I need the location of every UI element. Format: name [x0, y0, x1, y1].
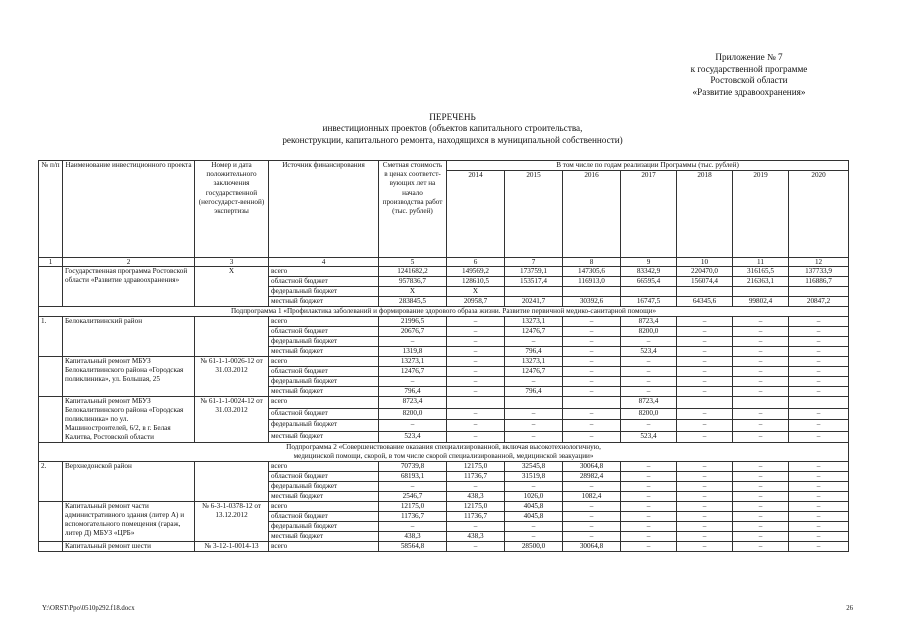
value-cell: 283845,5: [379, 297, 447, 307]
value-cell: –: [563, 317, 621, 327]
value-cell: –: [789, 522, 849, 532]
value-cell: –: [379, 482, 447, 492]
value-cell: –: [789, 431, 849, 443]
funding-source: федеральный бюджет: [269, 377, 379, 387]
header-year: 2016: [563, 171, 621, 258]
value-cell: [789, 287, 849, 297]
value-cell: [447, 397, 505, 409]
value-cell: –: [621, 367, 677, 377]
value-cell: –: [379, 522, 447, 532]
value-cell: –: [563, 502, 621, 512]
column-number: 6: [447, 258, 505, 267]
value-cell: –: [677, 472, 733, 482]
value-cell: –: [563, 431, 621, 443]
value-cell: –: [677, 387, 733, 397]
value-cell: –: [447, 347, 505, 357]
value-cell: –: [563, 327, 621, 337]
funding-source: всего: [269, 462, 379, 472]
value-cell: –: [677, 337, 733, 347]
funding-source: местный бюджет: [269, 492, 379, 502]
value-cell: –: [789, 472, 849, 482]
value-cell: 11736,7: [447, 512, 505, 522]
column-number: 2: [63, 258, 195, 267]
title-line: реконструкции, капитального ремонта, находящихся в муниципальной собственности): [282, 134, 623, 145]
row-number: [39, 357, 63, 397]
value-cell: 11736,7: [447, 472, 505, 482]
value-cell: 16747,5: [621, 297, 677, 307]
value-cell: –: [563, 420, 621, 432]
row-number: [39, 502, 63, 542]
value-cell: 957836,7: [379, 277, 447, 287]
value-cell: –: [789, 542, 849, 552]
value-cell: –: [789, 502, 849, 512]
funding-source: федеральный бюджет: [269, 522, 379, 532]
value-cell: –: [733, 522, 789, 532]
value-cell: 12476,7: [505, 367, 563, 377]
column-number-row: [39, 258, 849, 267]
value-cell: 153517,4: [505, 277, 563, 287]
value-cell: 1241682,2: [379, 267, 447, 277]
value-cell: –: [789, 512, 849, 522]
header-year: 2017: [621, 171, 677, 258]
value-cell: –: [789, 387, 849, 397]
value-cell: [563, 287, 621, 297]
column-number: 7: [505, 258, 563, 267]
value-cell: 523,4: [621, 431, 677, 443]
value-cell: 13273,1: [379, 357, 447, 367]
funding-source: всего: [269, 542, 379, 552]
value-cell: 11736,7: [379, 512, 447, 522]
value-cell: –: [621, 377, 677, 387]
value-cell: 438,3: [447, 532, 505, 542]
table-row: [39, 357, 849, 367]
project-name: Капитальный ремонт части административного здания (литер А) и вспомогательного помещения (гараж, литер Д) МБУЗ «ЦРБ»: [63, 502, 195, 542]
value-cell: [505, 287, 563, 297]
value-cell: –: [677, 408, 733, 420]
value-cell: –: [379, 377, 447, 387]
value-cell: –: [677, 492, 733, 502]
value-cell: –: [677, 367, 733, 377]
value-cell: –: [563, 522, 621, 532]
value-cell: –: [505, 431, 563, 443]
value-cell: 83342,9: [621, 267, 677, 277]
funding-source: областной бюджет: [269, 327, 379, 337]
column-number: 3: [195, 258, 269, 267]
value-cell: –: [733, 367, 789, 377]
value-cell: 116913,0: [563, 277, 621, 287]
subprogram-title: [39, 443, 849, 462]
header-year: 2020: [789, 171, 849, 258]
header-source: Источник финансирования: [269, 161, 379, 258]
value-cell: –: [733, 420, 789, 432]
column-number: 4: [269, 258, 379, 267]
page-number: 26: [846, 605, 853, 612]
value-cell: [789, 397, 849, 409]
value-cell: 2546,7: [379, 492, 447, 502]
value-cell: 12175,0: [379, 502, 447, 512]
value-cell: 8200,0: [621, 327, 677, 337]
value-cell: –: [563, 347, 621, 357]
value-cell: –: [789, 482, 849, 492]
value-cell: 1082,4: [563, 492, 621, 502]
value-cell: –: [563, 482, 621, 492]
value-cell: –: [563, 532, 621, 542]
value-cell: 20958,7: [447, 297, 505, 307]
value-cell: –: [447, 387, 505, 397]
value-cell: –: [621, 482, 677, 492]
value-cell: –: [447, 420, 505, 432]
value-cell: –: [447, 327, 505, 337]
value-cell: X: [447, 287, 505, 297]
value-cell: 13273,1: [505, 317, 563, 327]
value-cell: –: [677, 431, 733, 443]
value-cell: –: [621, 502, 677, 512]
value-cell: 796,4: [505, 347, 563, 357]
value-cell: 216363,1: [733, 277, 789, 287]
value-cell: –: [563, 387, 621, 397]
value-cell: [563, 397, 621, 409]
value-cell: –: [733, 317, 789, 327]
appendix-line: «Развитие здравоохранения»: [692, 86, 806, 97]
value-cell: 156074,4: [677, 277, 733, 287]
expertise-ref: № 3-12-1-0014-13: [195, 542, 269, 552]
project-name: Верхнедонской район: [63, 462, 195, 502]
value-cell: –: [789, 532, 849, 542]
value-cell: –: [789, 317, 849, 327]
subprogram-line: Подпрограмма 1 «Профилактика заболеваний и формирование здорового образа жизни. Развитие первичной медико-санитарной помощи»: [230, 307, 657, 316]
value-cell: 438,3: [379, 532, 447, 542]
value-cell: –: [621, 472, 677, 482]
funding-source: всего: [269, 267, 379, 277]
value-cell: 20241,7: [505, 297, 563, 307]
value-cell: –: [447, 317, 505, 327]
value-cell: –: [447, 482, 505, 492]
value-cell: –: [677, 522, 733, 532]
value-cell: –: [733, 408, 789, 420]
value-cell: –: [733, 542, 789, 552]
value-cell: –: [733, 377, 789, 387]
header-expertise: Номер и дата положительного заключения государственной (негосударст-венной) экспертизы: [195, 161, 269, 258]
appendix-line: Ростовской области: [710, 75, 788, 86]
value-cell: –: [677, 347, 733, 357]
header-name: Наименование инвестиционного проекта: [63, 161, 195, 258]
funding-source: местный бюджет: [269, 387, 379, 397]
table-row: [39, 317, 849, 327]
document-title: [0, 112, 905, 146]
value-cell: –: [447, 367, 505, 377]
value-cell: –: [621, 387, 677, 397]
expertise-ref: № 61-1-1-0026-12 от 31.03.2012: [195, 357, 269, 397]
value-cell: –: [447, 357, 505, 367]
value-cell: –: [505, 482, 563, 492]
funding-source: местный бюджет: [269, 347, 379, 357]
value-cell: [733, 397, 789, 409]
appendix-line: к государственной программе: [690, 63, 808, 74]
value-cell: –: [563, 357, 621, 367]
header-year: 2015: [505, 171, 563, 258]
value-cell: 21996,5: [379, 317, 447, 327]
value-cell: –: [733, 387, 789, 397]
value-cell: –: [621, 357, 677, 367]
value-cell: –: [563, 512, 621, 522]
subprogram-line: медицинской помощи, скорой, в том числе скорой специализированной, медицинской эвакуации»: [293, 452, 594, 461]
value-cell: –: [677, 532, 733, 542]
value-cell: –: [677, 377, 733, 387]
value-cell: –: [733, 502, 789, 512]
funding-source: местный бюджет: [269, 532, 379, 542]
value-cell: –: [505, 408, 563, 420]
value-cell: –: [505, 420, 563, 432]
funding-source: областной бюджет: [269, 367, 379, 377]
table-row: [39, 542, 849, 552]
value-cell: –: [621, 492, 677, 502]
value-cell: –: [789, 327, 849, 337]
value-cell: –: [563, 377, 621, 387]
value-cell: 70739,8: [379, 462, 447, 472]
expertise-ref: № 6-3-1-0378-12 от 13.12.2012: [195, 502, 269, 542]
expertise-ref: X: [195, 267, 269, 307]
value-cell: 137733,9: [789, 267, 849, 277]
value-cell: 4045,8: [505, 502, 563, 512]
value-cell: –: [677, 420, 733, 432]
value-cell: [677, 397, 733, 409]
value-cell: –: [563, 408, 621, 420]
value-cell: –: [563, 337, 621, 347]
funding-source: федеральный бюджет: [269, 420, 379, 432]
value-cell: –: [789, 357, 849, 367]
value-cell: [677, 287, 733, 297]
value-cell: 99802,4: [733, 297, 789, 307]
value-cell: 1026,0: [505, 492, 563, 502]
expertise-ref: [195, 317, 269, 357]
value-cell: 31519,8: [505, 472, 563, 482]
subprogram-line: Подпрограмма 2 «Совершенствование оказания специализированной, включая высокотехнологичную,: [286, 443, 601, 452]
value-cell: 8200,0: [621, 408, 677, 420]
project-name: Капитальный ремонт МБУЗ Белокалитвинского района «Городская поликлиника» по ул. Машиностроителей, 6/2, в г. Белая Калитва, Ростовской области: [63, 397, 195, 443]
row-number: 1.: [39, 317, 63, 357]
value-cell: 523,4: [379, 431, 447, 443]
value-cell: 28500,0: [505, 542, 563, 552]
value-cell: –: [677, 317, 733, 327]
expertise-ref: [195, 462, 269, 502]
title-line: инвестиционных проектов (объектов капитального строительства,: [322, 123, 583, 134]
value-cell: –: [677, 502, 733, 512]
value-cell: –: [789, 347, 849, 357]
value-cell: –: [789, 420, 849, 432]
value-cell: –: [447, 377, 505, 387]
value-cell: 64345,6: [677, 297, 733, 307]
value-cell: 149569,2: [447, 267, 505, 277]
value-cell: –: [563, 367, 621, 377]
value-cell: 8723,4: [621, 317, 677, 327]
funding-source: местный бюджет: [269, 431, 379, 443]
appendix-line: Приложение № 7: [715, 52, 783, 62]
value-cell: 1319,8: [379, 347, 447, 357]
value-cell: –: [733, 347, 789, 357]
value-cell: 58564,8: [379, 542, 447, 552]
value-cell: –: [505, 337, 563, 347]
funding-source: федеральный бюджет: [269, 337, 379, 347]
value-cell: 12476,7: [379, 367, 447, 377]
value-cell: –: [733, 337, 789, 347]
funding-source: областной бюджет: [269, 277, 379, 287]
value-cell: –: [789, 408, 849, 420]
column-number: 12: [789, 258, 849, 267]
value-cell: –: [733, 492, 789, 502]
funding-source: областной бюджет: [269, 408, 379, 420]
value-cell: –: [677, 542, 733, 552]
value-cell: –: [621, 462, 677, 472]
table-row: [39, 397, 849, 409]
value-cell: 8723,4: [379, 397, 447, 409]
value-cell: –: [733, 512, 789, 522]
value-cell: 147305,6: [563, 267, 621, 277]
column-number: 10: [677, 258, 733, 267]
funding-source: федеральный бюджет: [269, 482, 379, 492]
value-cell: 796,4: [379, 387, 447, 397]
value-cell: 316165,5: [733, 267, 789, 277]
row-number: [39, 542, 63, 552]
value-cell: –: [447, 542, 505, 552]
project-name: Капитальный ремонт МБУЗ Белокалитвинского района «Городская поликлиника», ул. Большая, 25: [63, 357, 195, 397]
row-number: [39, 267, 63, 307]
value-cell: 8723,4: [621, 397, 677, 409]
funding-source: областной бюджет: [269, 512, 379, 522]
value-cell: –: [621, 337, 677, 347]
value-cell: 30392,6: [563, 297, 621, 307]
value-cell: 30064,8: [563, 542, 621, 552]
value-cell: –: [447, 522, 505, 532]
value-cell: –: [733, 357, 789, 367]
project-name: Белокалитвинский район: [63, 317, 195, 357]
funding-source: областной бюджет: [269, 472, 379, 482]
value-cell: 32545,8: [505, 462, 563, 472]
value-cell: 173759,1: [505, 267, 563, 277]
row-number: 2.: [39, 462, 63, 502]
header-year: 2014: [447, 171, 505, 258]
value-cell: 13273,1: [505, 357, 563, 367]
value-cell: 20847,2: [789, 297, 849, 307]
value-cell: –: [733, 431, 789, 443]
value-cell: –: [733, 462, 789, 472]
header-cost: Сметная стоимость в ценах соответст-вующих лет на начало производства работ (тыс. рублей): [379, 161, 447, 258]
value-cell: 20676,7: [379, 327, 447, 337]
value-cell: 12476,7: [505, 327, 563, 337]
value-cell: –: [379, 420, 447, 432]
value-cell: –: [505, 377, 563, 387]
header-num: № п/п: [39, 161, 63, 258]
funding-source: всего: [269, 397, 379, 409]
column-number: 8: [563, 258, 621, 267]
value-cell: [505, 397, 563, 409]
value-cell: 4045,8: [505, 512, 563, 522]
header-year: 2018: [677, 171, 733, 258]
value-cell: –: [621, 532, 677, 542]
expertise-ref: № 61-1-1-0024-12 от 31.03.2012: [195, 397, 269, 443]
value-cell: –: [677, 512, 733, 522]
table-body: [39, 258, 849, 552]
row-number: [39, 397, 63, 443]
value-cell: –: [733, 482, 789, 492]
value-cell: –: [621, 512, 677, 522]
value-cell: 116886,7: [789, 277, 849, 287]
value-cell: 523,4: [621, 347, 677, 357]
subprogram-row: [39, 307, 849, 317]
value-cell: X: [379, 287, 447, 297]
funding-source: местный бюджет: [269, 297, 379, 307]
value-cell: –: [621, 542, 677, 552]
value-cell: 796,4: [505, 387, 563, 397]
value-cell: –: [447, 431, 505, 443]
value-cell: 66595,4: [621, 277, 677, 287]
value-cell: –: [677, 327, 733, 337]
value-cell: –: [789, 462, 849, 472]
value-cell: –: [379, 337, 447, 347]
value-cell: –: [505, 532, 563, 542]
funding-source: всего: [269, 317, 379, 327]
value-cell: –: [789, 377, 849, 387]
column-number: 1: [39, 258, 63, 267]
table-row: [39, 462, 849, 472]
value-cell: [621, 287, 677, 297]
value-cell: 28982,4: [563, 472, 621, 482]
value-cell: 8200,0: [379, 408, 447, 420]
value-cell: –: [789, 337, 849, 347]
value-cell: –: [789, 367, 849, 377]
value-cell: 68193,1: [379, 472, 447, 482]
title-heading: ПЕРЕЧЕНЬ: [429, 112, 476, 122]
column-number: 11: [733, 258, 789, 267]
column-number: 9: [621, 258, 677, 267]
table-row: [39, 267, 849, 277]
value-cell: 12175,0: [447, 462, 505, 472]
header-years-group: В том числе по годам реализации Программы (тыс. рублей): [447, 161, 849, 171]
value-cell: 30064,8: [563, 462, 621, 472]
value-cell: –: [447, 337, 505, 347]
subprogram-title: [39, 307, 849, 317]
value-cell: –: [733, 327, 789, 337]
project-name: Капитальный ремонт шести: [63, 542, 195, 552]
value-cell: –: [677, 482, 733, 492]
value-cell: –: [447, 408, 505, 420]
value-cell: 128610,5: [447, 277, 505, 287]
funding-source: всего: [269, 502, 379, 512]
value-cell: [733, 287, 789, 297]
value-cell: 12175,0: [447, 502, 505, 512]
value-cell: 220470,0: [677, 267, 733, 277]
footer-file-path: Y:\ORST\Ppo\0510p292.f18.docx: [42, 605, 135, 612]
value-cell: –: [677, 462, 733, 472]
value-cell: –: [733, 472, 789, 482]
value-cell: –: [621, 420, 677, 432]
project-name: Государственная программа Ростовской области «Развитие здравоохранения»: [63, 267, 195, 307]
subprogram-row: [39, 443, 849, 462]
investment-table: [38, 160, 849, 552]
value-cell: –: [505, 522, 563, 532]
funding-source: всего: [269, 357, 379, 367]
funding-source: федеральный бюджет: [269, 287, 379, 297]
value-cell: 438,3: [447, 492, 505, 502]
column-number: 5: [379, 258, 447, 267]
value-cell: –: [733, 532, 789, 542]
value-cell: –: [621, 522, 677, 532]
value-cell: –: [789, 492, 849, 502]
table-row: [39, 502, 849, 512]
appendix-block: [649, 52, 849, 98]
header-year: 2019: [733, 171, 789, 258]
value-cell: –: [677, 357, 733, 367]
